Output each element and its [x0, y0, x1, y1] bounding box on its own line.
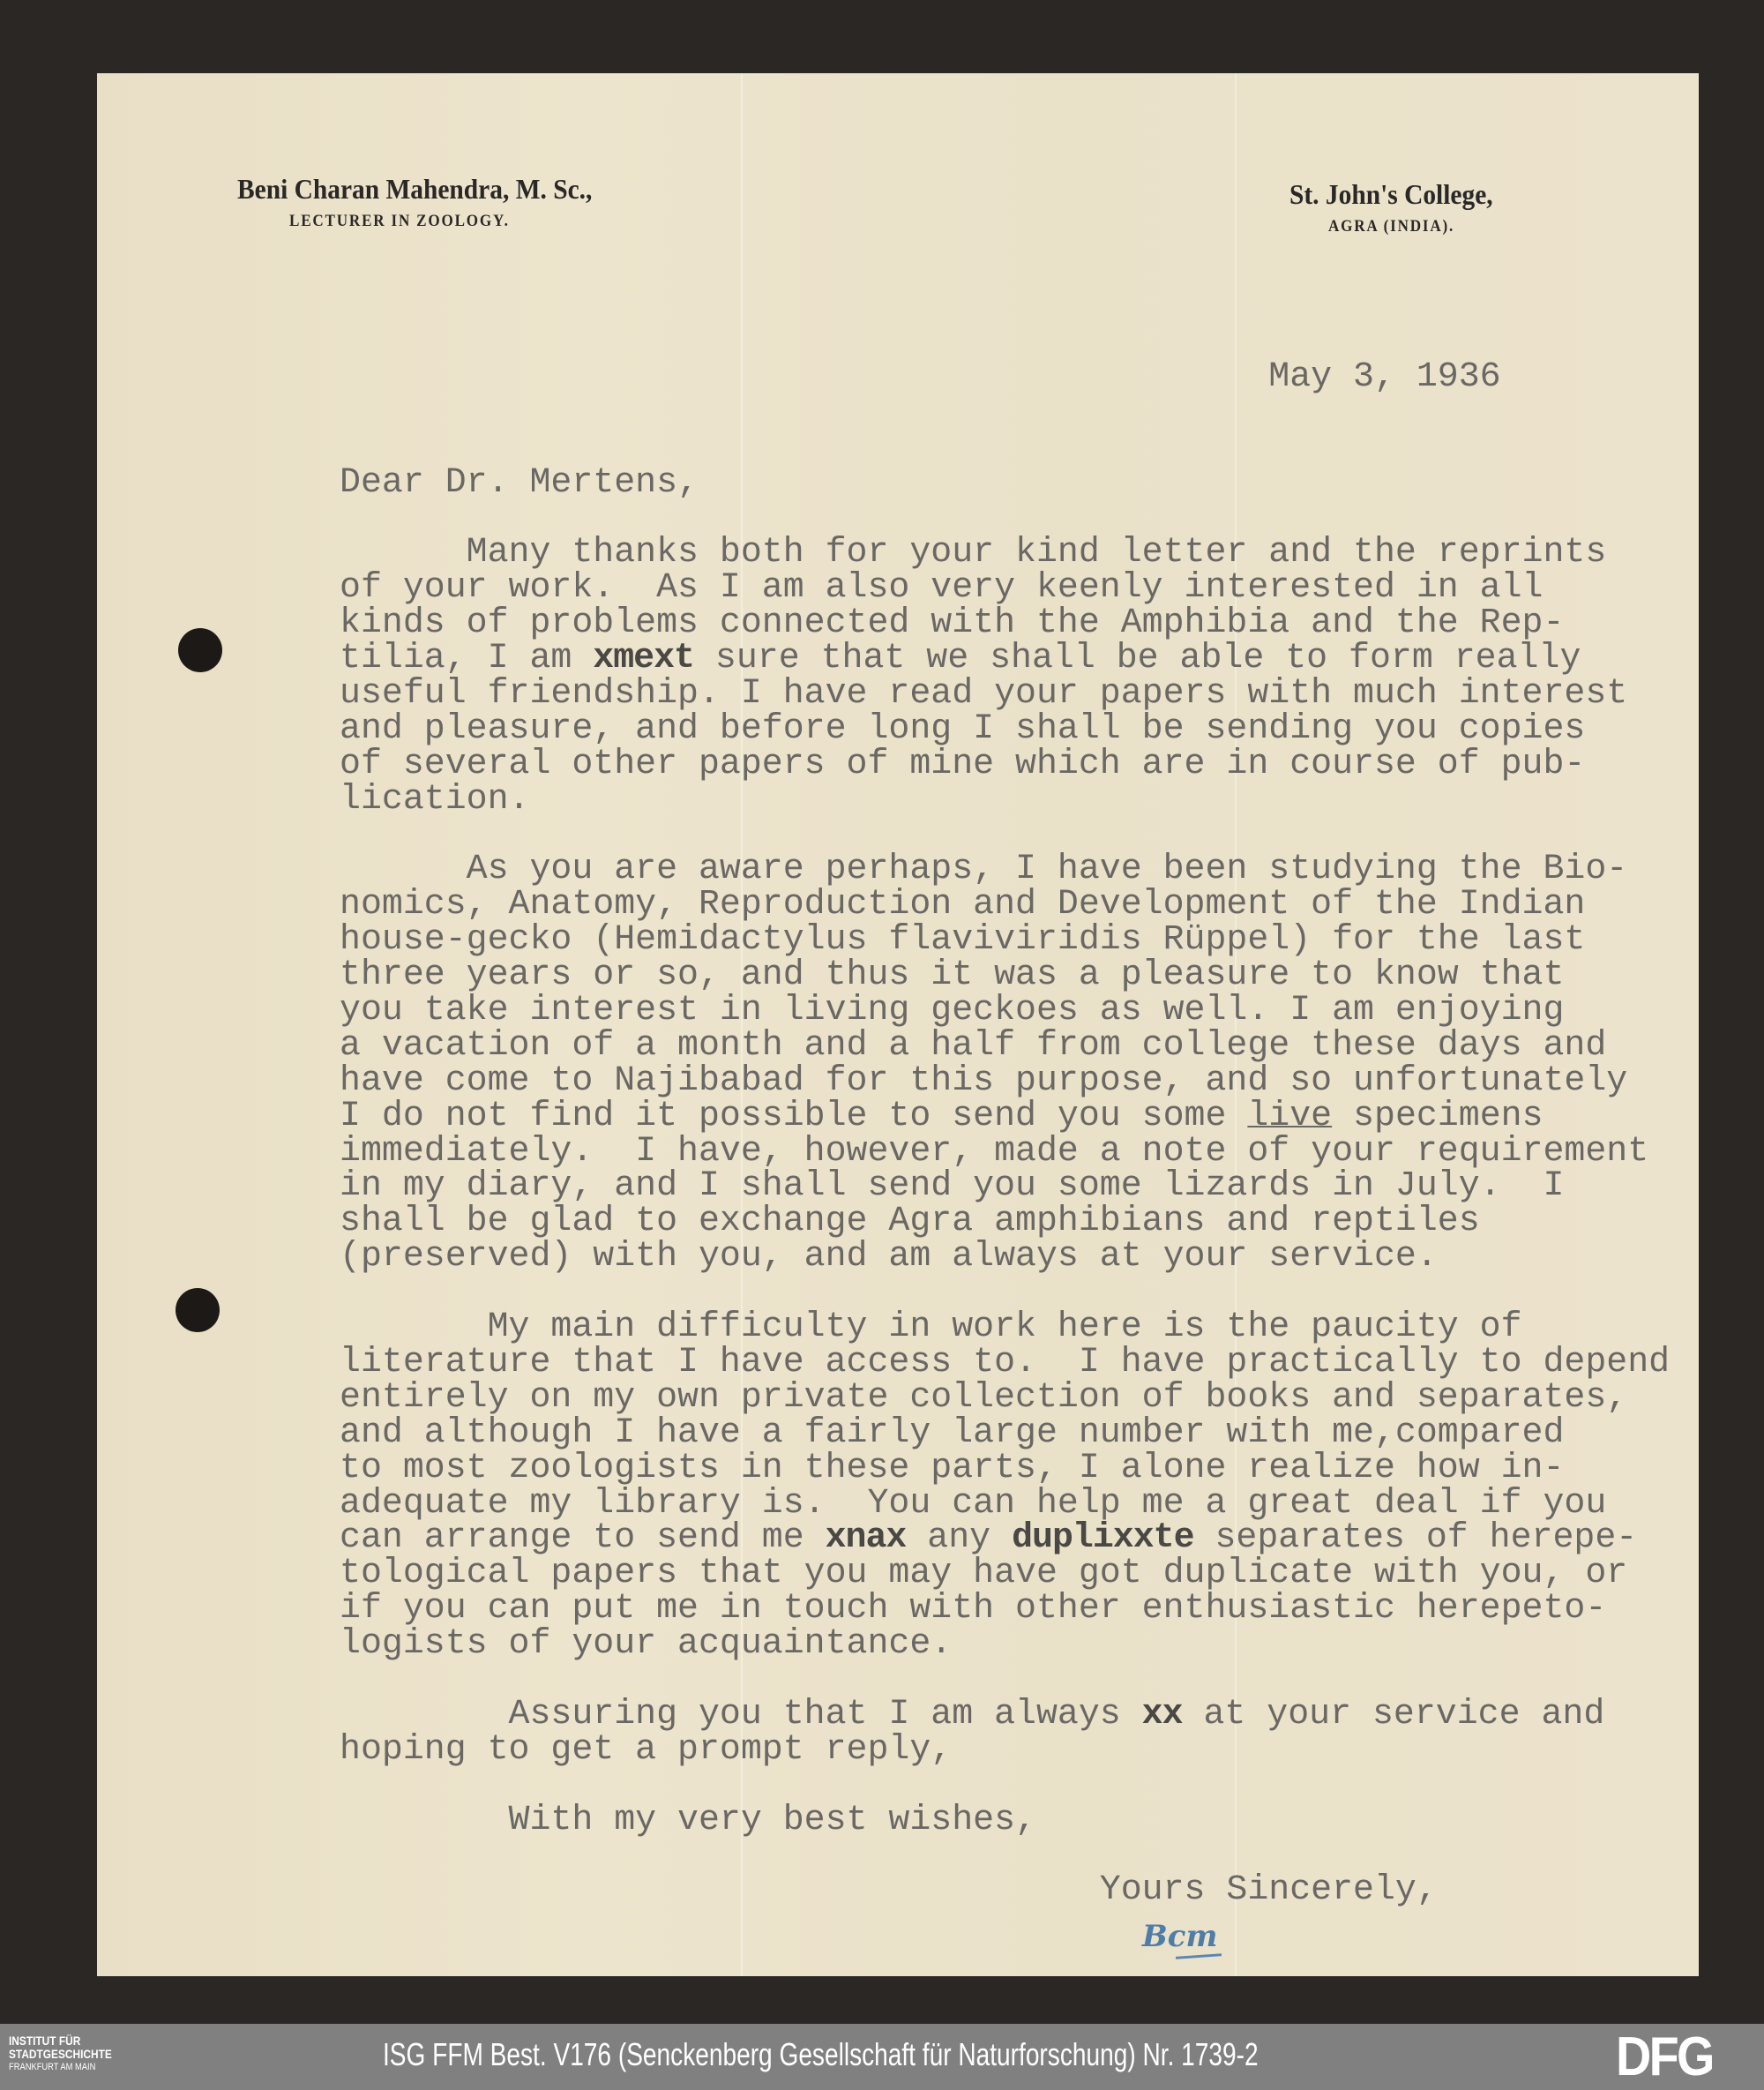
letter-line [340, 1203, 1670, 1239]
letter-line [340, 1799, 1670, 1839]
handwritten-signature: Bcm [1142, 1919, 1218, 1954]
letter-body [340, 356, 1671, 1910]
line-text: Assuring you that I am always [340, 1693, 1142, 1734]
letter-line [340, 1024, 1670, 1065]
line-text: three years or so, and thus it was a pleasure to know that [340, 955, 1565, 995]
line-text: As you are aware perhaps, I have been studying the Bio- [340, 849, 1628, 889]
letterhead-title: LECTURER IN ZOOLOGY. [289, 212, 510, 230]
letter-line [340, 817, 1670, 852]
line-text: if you can put me in touch with other enthusiastic herepeto- [340, 1588, 1607, 1629]
line-text: useful friendship. I have read your papers with much interest [340, 673, 1628, 714]
line-text: sure that we shall be able to form really [693, 638, 1581, 678]
letter-line [340, 500, 1670, 536]
letter-line [340, 356, 1670, 396]
letter-line [340, 919, 1670, 960]
underlined-text: live [1247, 1095, 1333, 1135]
line-text: any [906, 1517, 1013, 1558]
line-text: specimens [1332, 1095, 1544, 1135]
letterhead-name: Beni Charan Mahendra, M. Sc., [237, 173, 593, 205]
line-text: logists of your acquaintance. [340, 1623, 953, 1664]
line-text: literature that I have access to. I have practically to depend [340, 1341, 1671, 1382]
line-text: Many thanks both for your kind letter and the reprints [340, 532, 1607, 573]
institute-name-line: INSTITUT FÜR [9, 2034, 81, 2048]
line-text: house-gecko (Hemidactylus flaviviridis Rüppel) for the last [340, 919, 1586, 960]
letter-line [340, 1236, 1670, 1277]
letter-line [340, 1588, 1670, 1629]
archive-footer [0, 2024, 1764, 2090]
line-text: lication. [340, 778, 530, 819]
line-text: tological papers that you may have got duplicate with you, or [340, 1553, 1628, 1593]
letter-line [340, 1309, 1670, 1345]
line-text: May 3, 1936 [340, 356, 1501, 396]
letter-line [340, 1555, 1670, 1591]
line-text: hoping to get a prompt reply, [340, 1728, 953, 1769]
letter-line [340, 1482, 1670, 1523]
line-text: and although I have a fairly large number with me,compared [340, 1412, 1565, 1452]
line-text: With my very best wishes, [340, 1799, 1036, 1839]
letter-line [340, 884, 1670, 925]
letter-line [340, 1728, 1670, 1769]
letter-line [340, 1165, 1670, 1206]
struck-over-text: xmext [593, 638, 694, 678]
letter-line [340, 1869, 1670, 1910]
struck-over-text: xx [1141, 1693, 1183, 1734]
institute-logo [9, 2034, 112, 2074]
line-text: adequate my library is. You can help me a great deal if you [340, 1482, 1607, 1523]
dfg-logo: DFG [1616, 2026, 1713, 2087]
line-text: and pleasure, and before long I shall be sending you copies [340, 708, 1586, 748]
letter-line [340, 1661, 1670, 1697]
letter-line [340, 990, 1670, 1030]
line-text: entirely on my own private collection of books and separates, [340, 1376, 1628, 1417]
letter-line [340, 708, 1670, 748]
punch-hole [176, 1288, 220, 1332]
letter-line [340, 603, 1670, 643]
line-text: kinds of problems connected with the Amphibia and the Rep- [340, 603, 1565, 643]
line-text: of your work. As I am also very keenly interested in all [340, 567, 1544, 608]
letter-line [340, 957, 1670, 993]
letter-line [340, 532, 1670, 573]
letter-line [340, 1341, 1671, 1382]
letter-line [340, 1447, 1670, 1487]
line-text: immediately. I have, however, made a note of your requirement [340, 1130, 1649, 1171]
letter-line [340, 851, 1670, 887]
letter-line [340, 1412, 1670, 1452]
line-text: Dear Dr. Mertens, [340, 461, 699, 502]
archive-caption: ISG FFM Best. V176 (Senckenberg Gesellschaft für Naturforschung) Nr. 1739-2 [383, 2036, 1259, 2072]
letter-line [340, 461, 1670, 502]
line-text: of several other papers of mine which are in course of pub- [340, 743, 1586, 783]
line-text: to most zoologists in these parts, I alone realize how in- [340, 1447, 1565, 1487]
institute-name-line: STADTGESCHICHTE [9, 2047, 112, 2061]
letterhead-location: AGRA (INDIA). [1328, 217, 1455, 236]
letter-line [340, 1623, 1670, 1664]
line-text: My main difficulty in work here is the paucity of [340, 1307, 1522, 1347]
line-text: you take interest in living geckoes as well. I am enjoying [340, 990, 1565, 1030]
letter-line [340, 1767, 1670, 1802]
line-text: nomics, Anatomy, Reproduction and Development of the Indian [340, 884, 1586, 925]
letter-line [340, 1060, 1670, 1100]
institute-city: FRANKFURT AM MAIN [9, 2062, 96, 2072]
letterhead-institution: St. John's College, [1289, 178, 1493, 210]
line-text: in my diary, and I shall send you some lizards in July. I [340, 1165, 1565, 1206]
line-text: have come to Najibabad for this purpose, and so unfortunately [340, 1060, 1628, 1100]
struck-over-text: duplixxte [1012, 1517, 1194, 1558]
line-text: at your service and [1182, 1693, 1605, 1734]
letter-line [340, 778, 1670, 819]
line-text: can arrange to send me [340, 1517, 826, 1558]
letter-line [340, 1376, 1670, 1417]
letter-line [340, 1095, 1670, 1135]
struck-over-text: xnax [825, 1517, 907, 1558]
line-text: Yours Sincerely, [340, 1869, 1438, 1910]
letter-line [340, 567, 1670, 608]
line-text: (preserved) with you, and am always at your service. [340, 1236, 1438, 1277]
letter-line [340, 1837, 1670, 1872]
letter-line [340, 743, 1670, 783]
line-text: separates of herepe- [1193, 1517, 1638, 1558]
letter-line [340, 1693, 1670, 1734]
letter-line [340, 673, 1670, 714]
letter-line [340, 640, 1670, 676]
letter-line [340, 1130, 1670, 1171]
punch-hole [178, 628, 222, 672]
line-text: I do not find it possible to send you some [340, 1095, 1248, 1135]
letter-line [340, 430, 1670, 465]
letter-line [340, 1274, 1670, 1309]
letter-line [340, 394, 1670, 430]
line-text: tilia, I am [340, 638, 594, 678]
letter-line [340, 1517, 1670, 1558]
line-text: a vacation of a month and a half from college these days and [340, 1024, 1607, 1065]
line-text: shall be glad to exchange Agra amphibians and reptiles [340, 1201, 1480, 1241]
